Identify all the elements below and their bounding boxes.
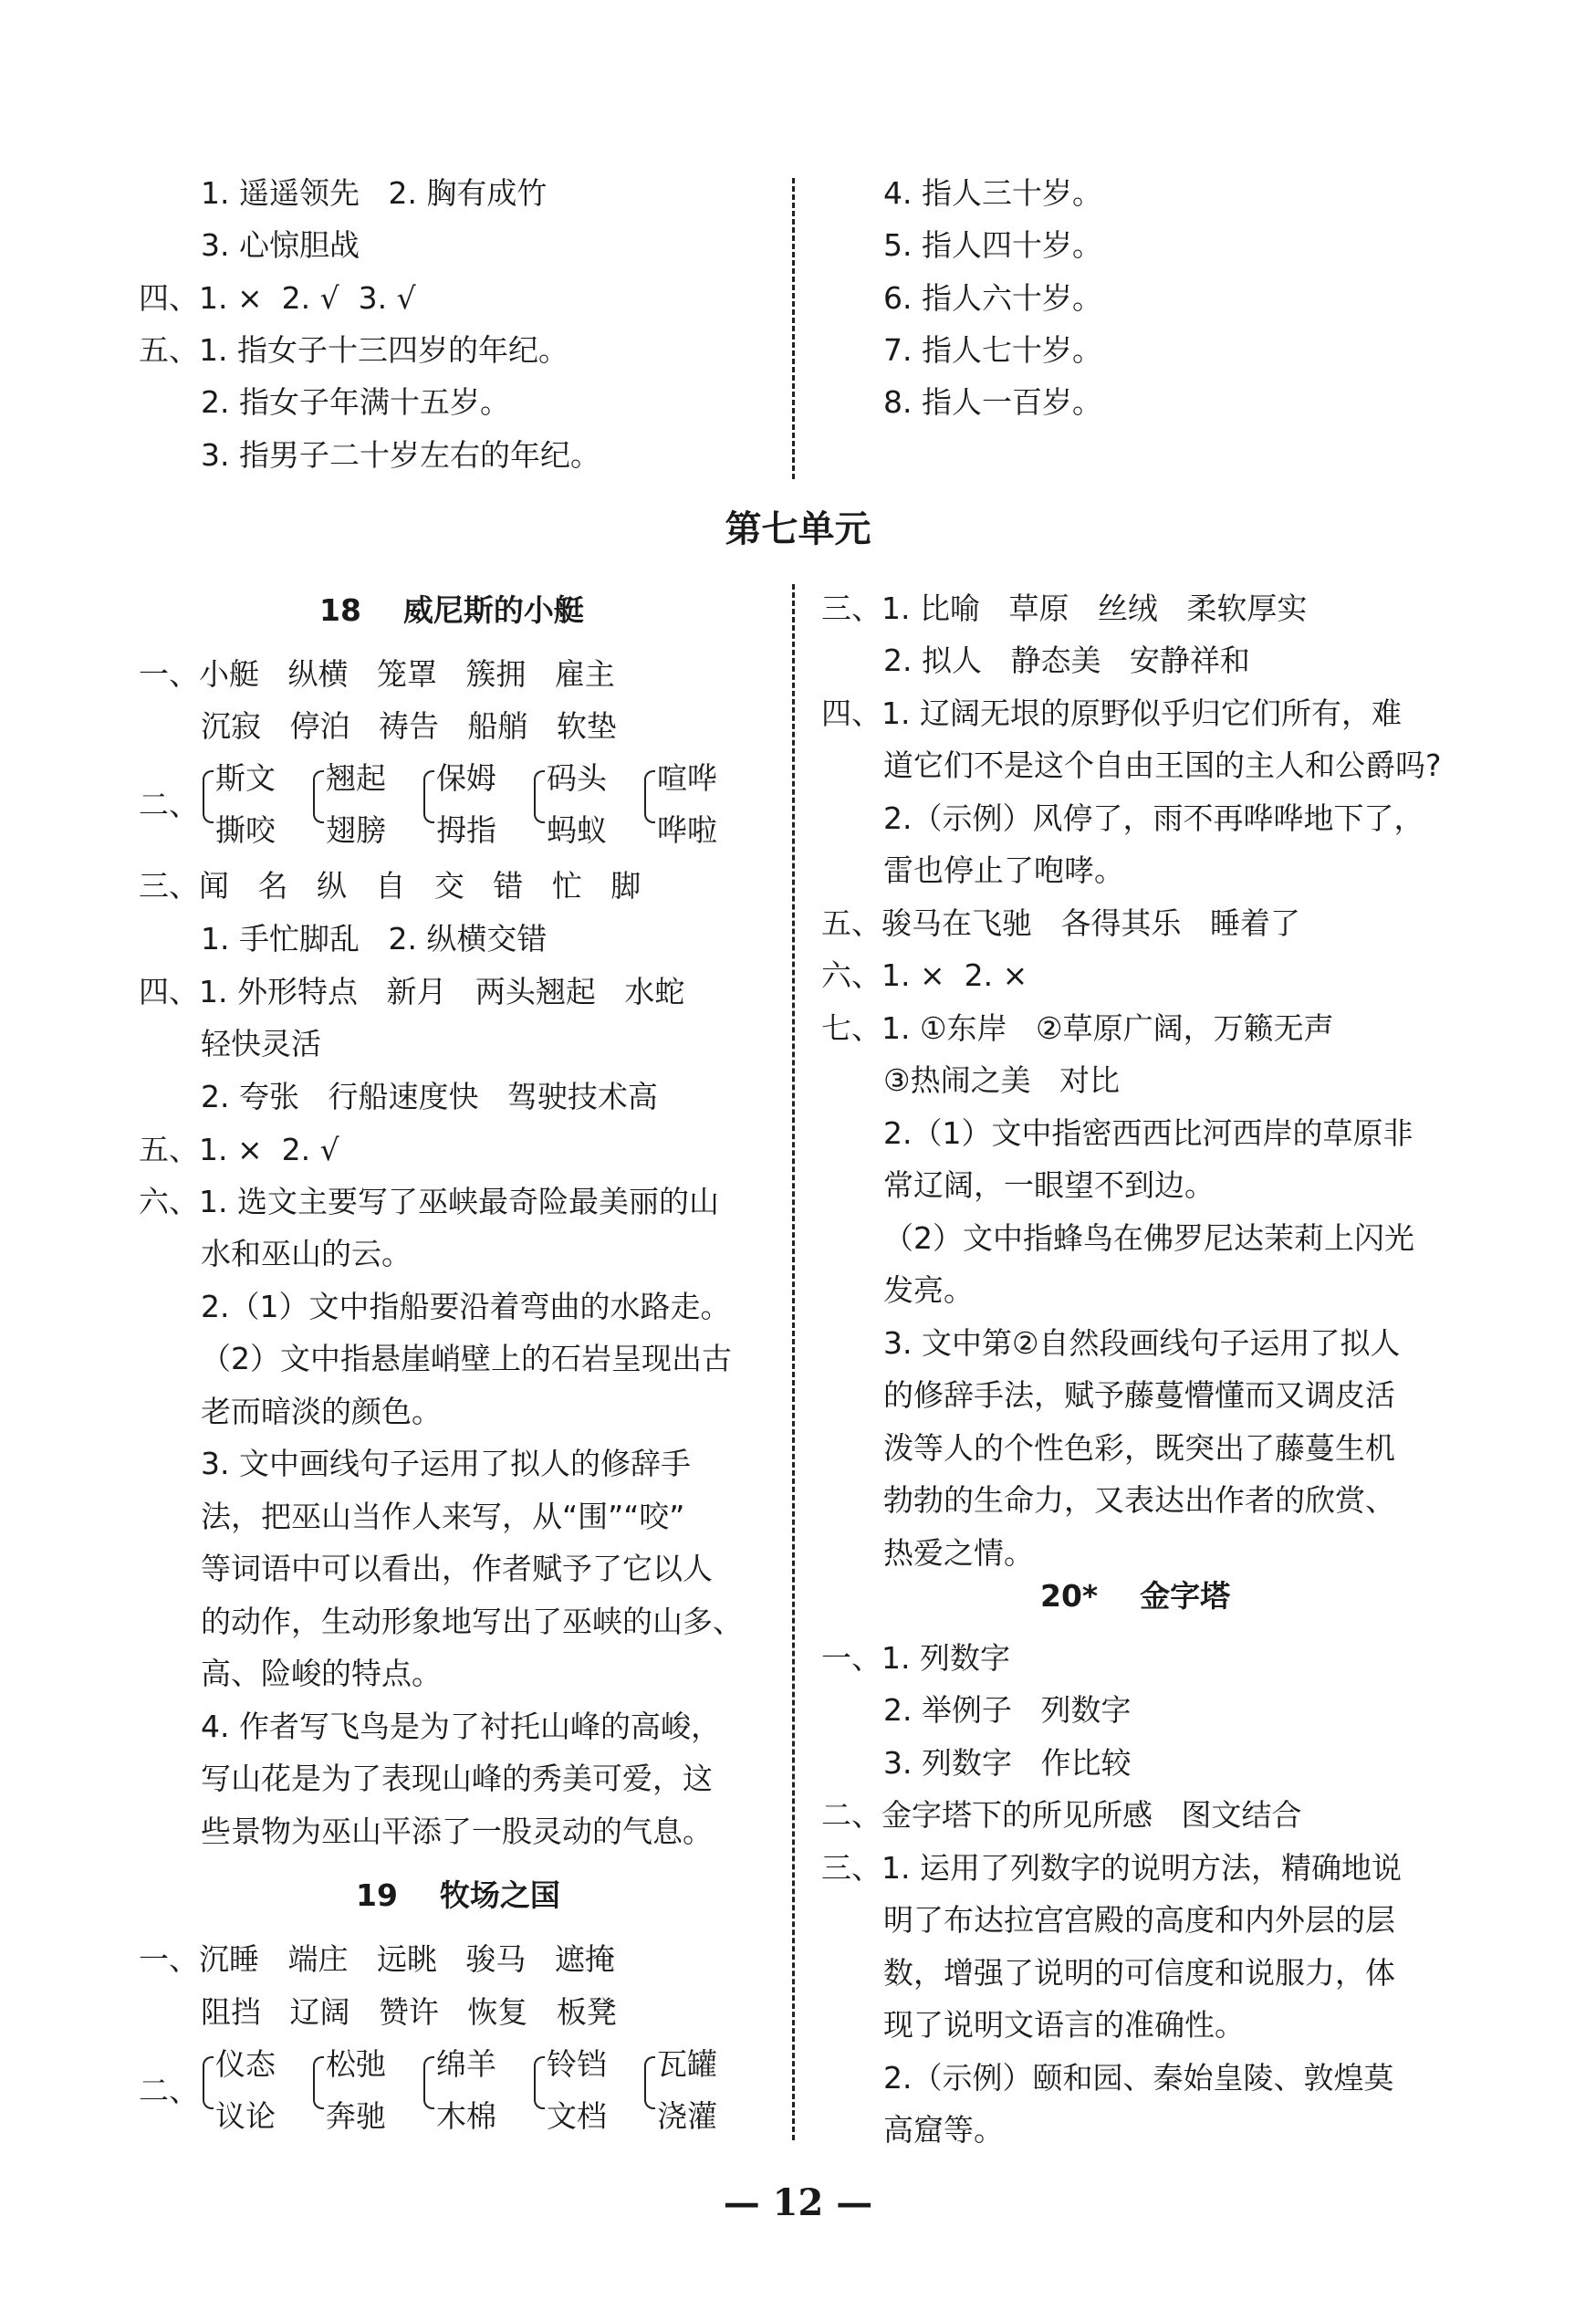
l18-s6-line-6: 3. 文中画线句子运用了拟人的修辞手 [201, 1446, 691, 1481]
l18-s2-label: 二、 [139, 787, 199, 822]
l18-s2-brace-bottom-4 [534, 796, 545, 823]
right-line-5: 2.（示例）风停了，雨不再哗哗地下了， [883, 800, 1424, 836]
l18-s2-brace-top-1 [203, 770, 214, 798]
l19-s2-word-top-1: 仪态 [215, 2046, 276, 2082]
l18-s6-line-10: 高、险峻的特点。 [201, 1656, 442, 1691]
top-right-line-2: 5. 指人四十岁。 [883, 227, 1102, 263]
l18-s1-line-2: 沉寂 停泊 祷告 船艄 软垫 [201, 708, 617, 744]
l18-s2-word-top-5: 喧哗 [657, 760, 717, 796]
right-line-14: 发亮。 [883, 1272, 974, 1308]
right-line-10: ③热闹之美 对比 [883, 1062, 1121, 1098]
l18-s2-word-top-1: 斯文 [215, 760, 276, 796]
l20-line-9: 2.（示例）颐和园、秦始皇陵、敦煌莫 [883, 2060, 1394, 2096]
l18-s2-word-bottom-5: 哗啦 [657, 812, 717, 848]
l18-s6-line-5: 老而暗淡的颜色。 [201, 1394, 442, 1429]
right-line-1: 三、1. 比喻 草原 丝绒 柔软厚实 [821, 591, 1308, 626]
right-line-13: （2）文中指蜂鸟在佛罗尼达茉莉上闪光 [883, 1220, 1414, 1256]
right-line-6: 雷也停止了咆哮。 [883, 852, 1124, 888]
l19-s2-brace-top-2 [313, 2056, 324, 2084]
right-line-16: 的修辞手法，赋予藤蔓懵懂而又调皮活 [883, 1377, 1395, 1413]
l18-s2-word-bottom-3: 拇指 [436, 812, 496, 848]
top-right-line-3: 6. 指人六十岁。 [883, 280, 1102, 316]
l18-s6-line-8: 等词语中可以看出，作者赋予了它以人 [201, 1551, 713, 1586]
l18-s2-brace-bottom-5 [644, 796, 655, 823]
l19-s2-brace-top-3 [423, 2056, 434, 2084]
lesson-18-title: 18 威尼斯的小艇 [319, 592, 584, 628]
l18-s6-line-3: 2.（1）文中指船要沿着弯曲的水路走。 [201, 1289, 731, 1324]
l18-s2-word-top-3: 保姆 [436, 760, 496, 796]
top-left-line-4: 五、1. 指女子十三四岁的年纪。 [139, 332, 569, 368]
l18-s1-line-1: 一、小艇 纵横 笼罩 簇拥 雇主 [139, 656, 615, 692]
top-right-line-1: 4. 指人三十岁。 [883, 175, 1102, 211]
l19-s1-line-2: 阻挡 辽阔 赞许 恢复 板凳 [201, 1994, 617, 2030]
l18-s6-line-12: 写山花是为了表现山峰的秀美可爱，这 [201, 1761, 713, 1796]
l18-s6-line-9: 的动作，生动形象地写出了巫峡的山多、 [201, 1604, 743, 1639]
l18-s2-brace-bottom-1 [203, 796, 214, 823]
right-line-2: 2. 拟人 静态美 安静祥和 [883, 643, 1250, 678]
l18-s2-word-top-2: 翘起 [326, 760, 386, 796]
l20-line-6: 明了布达拉宫宫殿的高度和内外层的层 [883, 1902, 1395, 1938]
l19-s2-brace-bottom-1 [203, 2082, 214, 2109]
l18-s3-line-2: 1. 手忙脚乱 2. 纵横交错 [201, 921, 548, 957]
right-line-7: 五、骏马在飞驰 各得其乐 睡着了 [821, 905, 1300, 941]
l18-s6-line-2: 水和巫山的云。 [201, 1236, 412, 1271]
l18-s2-brace-bottom-3 [423, 796, 434, 823]
l20-line-8: 现了说明文语言的准确性。 [883, 2007, 1245, 2043]
lesson-19-title: 19 牧场之国 [356, 1877, 560, 1913]
top-left-line-5: 2. 指女子年满十五岁。 [201, 384, 510, 420]
l19-s2-word-top-3: 绵羊 [436, 2046, 496, 2082]
l18-s6-line-11: 4. 作者写飞鸟是为了衬托山峰的高峻， [201, 1709, 721, 1744]
l18-s2-brace-top-5 [644, 770, 655, 798]
right-line-8: 六、1. × 2. × [821, 957, 1028, 993]
page-number: — 12 — [723, 2181, 873, 2224]
l19-s2-word-bottom-3: 木棉 [436, 2098, 496, 2134]
right-line-9: 七、1. ①东岸 ②草原广阔，万籁无声 [821, 1010, 1334, 1046]
l19-s2-brace-bottom-2 [313, 2082, 324, 2109]
top-right-line-5: 8. 指人一百岁。 [883, 384, 1102, 420]
top-right-line-4: 7. 指人七十岁。 [883, 332, 1102, 368]
lesson-20-title: 20* 金字塔 [1040, 1578, 1231, 1614]
l20-line-10: 高窟等。 [883, 2112, 1004, 2148]
l19-s2-word-top-5: 瓦罐 [657, 2046, 717, 2082]
l18-s4-line-1: 四、1. 外形特点 新月 两头翘起 水蛇 [139, 974, 685, 1009]
top-left-line-1: 1. 遥遥领先 2. 胸有成竹 [201, 175, 548, 211]
right-line-15: 3. 文中第②自然段画线句子运用了拟人 [883, 1325, 1401, 1361]
l18-s2-word-bottom-1: 撕咬 [215, 812, 276, 848]
l18-s2-brace-top-2 [313, 770, 324, 798]
l18-s4-line-2: 轻快灵活 [201, 1026, 321, 1061]
right-line-12: 常辽阔，一眼望不到边。 [883, 1167, 1215, 1203]
l20-line-3: 3. 列数字 作比较 [883, 1745, 1132, 1781]
l18-s2-word-top-4: 码头 [547, 760, 607, 796]
l18-s2-brace-bottom-2 [313, 796, 324, 823]
l20-line-2: 2. 举例子 列数字 [883, 1692, 1132, 1728]
l18-s6-line-13: 些景物为巫山平添了一股灵动的气息。 [201, 1814, 713, 1849]
l19-s2-word-bottom-2: 奔驰 [326, 2098, 386, 2134]
l19-s2-word-top-4: 铃铛 [547, 2046, 607, 2082]
l19-s2-brace-bottom-5 [644, 2082, 655, 2109]
l19-s2-brace-bottom-3 [423, 2082, 434, 2109]
top-left-line-2: 3. 心惊胆战 [201, 227, 360, 263]
l18-s6-line-4: （2）文中指悬崖峭壁上的石岩呈现出古 [201, 1341, 732, 1376]
l18-s6-line-7: 法，把巫山当作人来写，从“围”“咬” [201, 1499, 685, 1534]
l18-s5: 五、1. × 2. √ [139, 1132, 339, 1167]
l20-line-1: 一、1. 列数字 [821, 1640, 1010, 1676]
right-line-18: 勃勃的生命力，又表达出作者的欣赏、 [883, 1482, 1395, 1518]
l19-s2-brace-top-1 [203, 2056, 214, 2084]
l19-s2-word-bottom-1: 议论 [215, 2098, 276, 2134]
l18-s4-line-3: 2. 夸张 行船速度快 驾驶技术高 [201, 1079, 658, 1114]
top-left-line-3: 四、1. × 2. √ 3. √ [139, 280, 416, 316]
l18-s2-brace-top-3 [423, 770, 434, 798]
l19-s2-brace-bottom-4 [534, 2082, 545, 2109]
l19-s2-label: 二、 [139, 2073, 199, 2108]
unit-title: 第七单元 [725, 508, 871, 550]
l19-s2-word-bottom-4: 文档 [547, 2098, 607, 2134]
top-column-divider [792, 178, 795, 479]
l18-s2-word-bottom-4: 蚂蚁 [547, 812, 607, 848]
l20-line-7: 数，增强了说明的可信度和说服力，体 [883, 1955, 1395, 1991]
l19-s1-line-1: 一、沉睡 端庄 远眺 骏马 遮掩 [139, 1941, 615, 1977]
top-left-line-6: 3. 指男子二十岁左右的年纪。 [201, 437, 600, 473]
l20-line-4: 二、金字塔下的所见所感 图文结合 [821, 1797, 1302, 1833]
l19-s2-word-top-2: 松弛 [326, 2046, 386, 2082]
l18-s2-brace-top-4 [534, 770, 545, 798]
right-line-4: 道它们不是这个自由王国的主人和公爵吗? [883, 748, 1442, 783]
bottom-column-divider [792, 584, 795, 2140]
right-line-11: 2.（1）文中指密西西比河西岸的草原非 [883, 1115, 1413, 1151]
right-line-19: 热爱之情。 [883, 1535, 1034, 1571]
right-line-17: 泼等人的个性色彩，既突出了藤蔓生机 [883, 1430, 1395, 1466]
l18-s3-line-1: 三、闻 名 纵 自 交 错 忙 脚 [139, 868, 642, 904]
right-line-3: 四、1. 辽阔无垠的原野似乎归它们所有，难 [821, 695, 1402, 731]
l19-s2-brace-top-4 [534, 2056, 545, 2084]
l18-s2-word-bottom-2: 翅膀 [326, 812, 386, 848]
l20-line-5: 三、1. 运用了列数字的说明方法，精确地说 [821, 1850, 1402, 1886]
l19-s2-brace-top-5 [644, 2056, 655, 2084]
l19-s2-word-bottom-5: 浇灌 [657, 2098, 717, 2134]
l18-s6-line-1: 六、1. 选文主要写了巫峡最奇险最美丽的山 [139, 1184, 719, 1219]
